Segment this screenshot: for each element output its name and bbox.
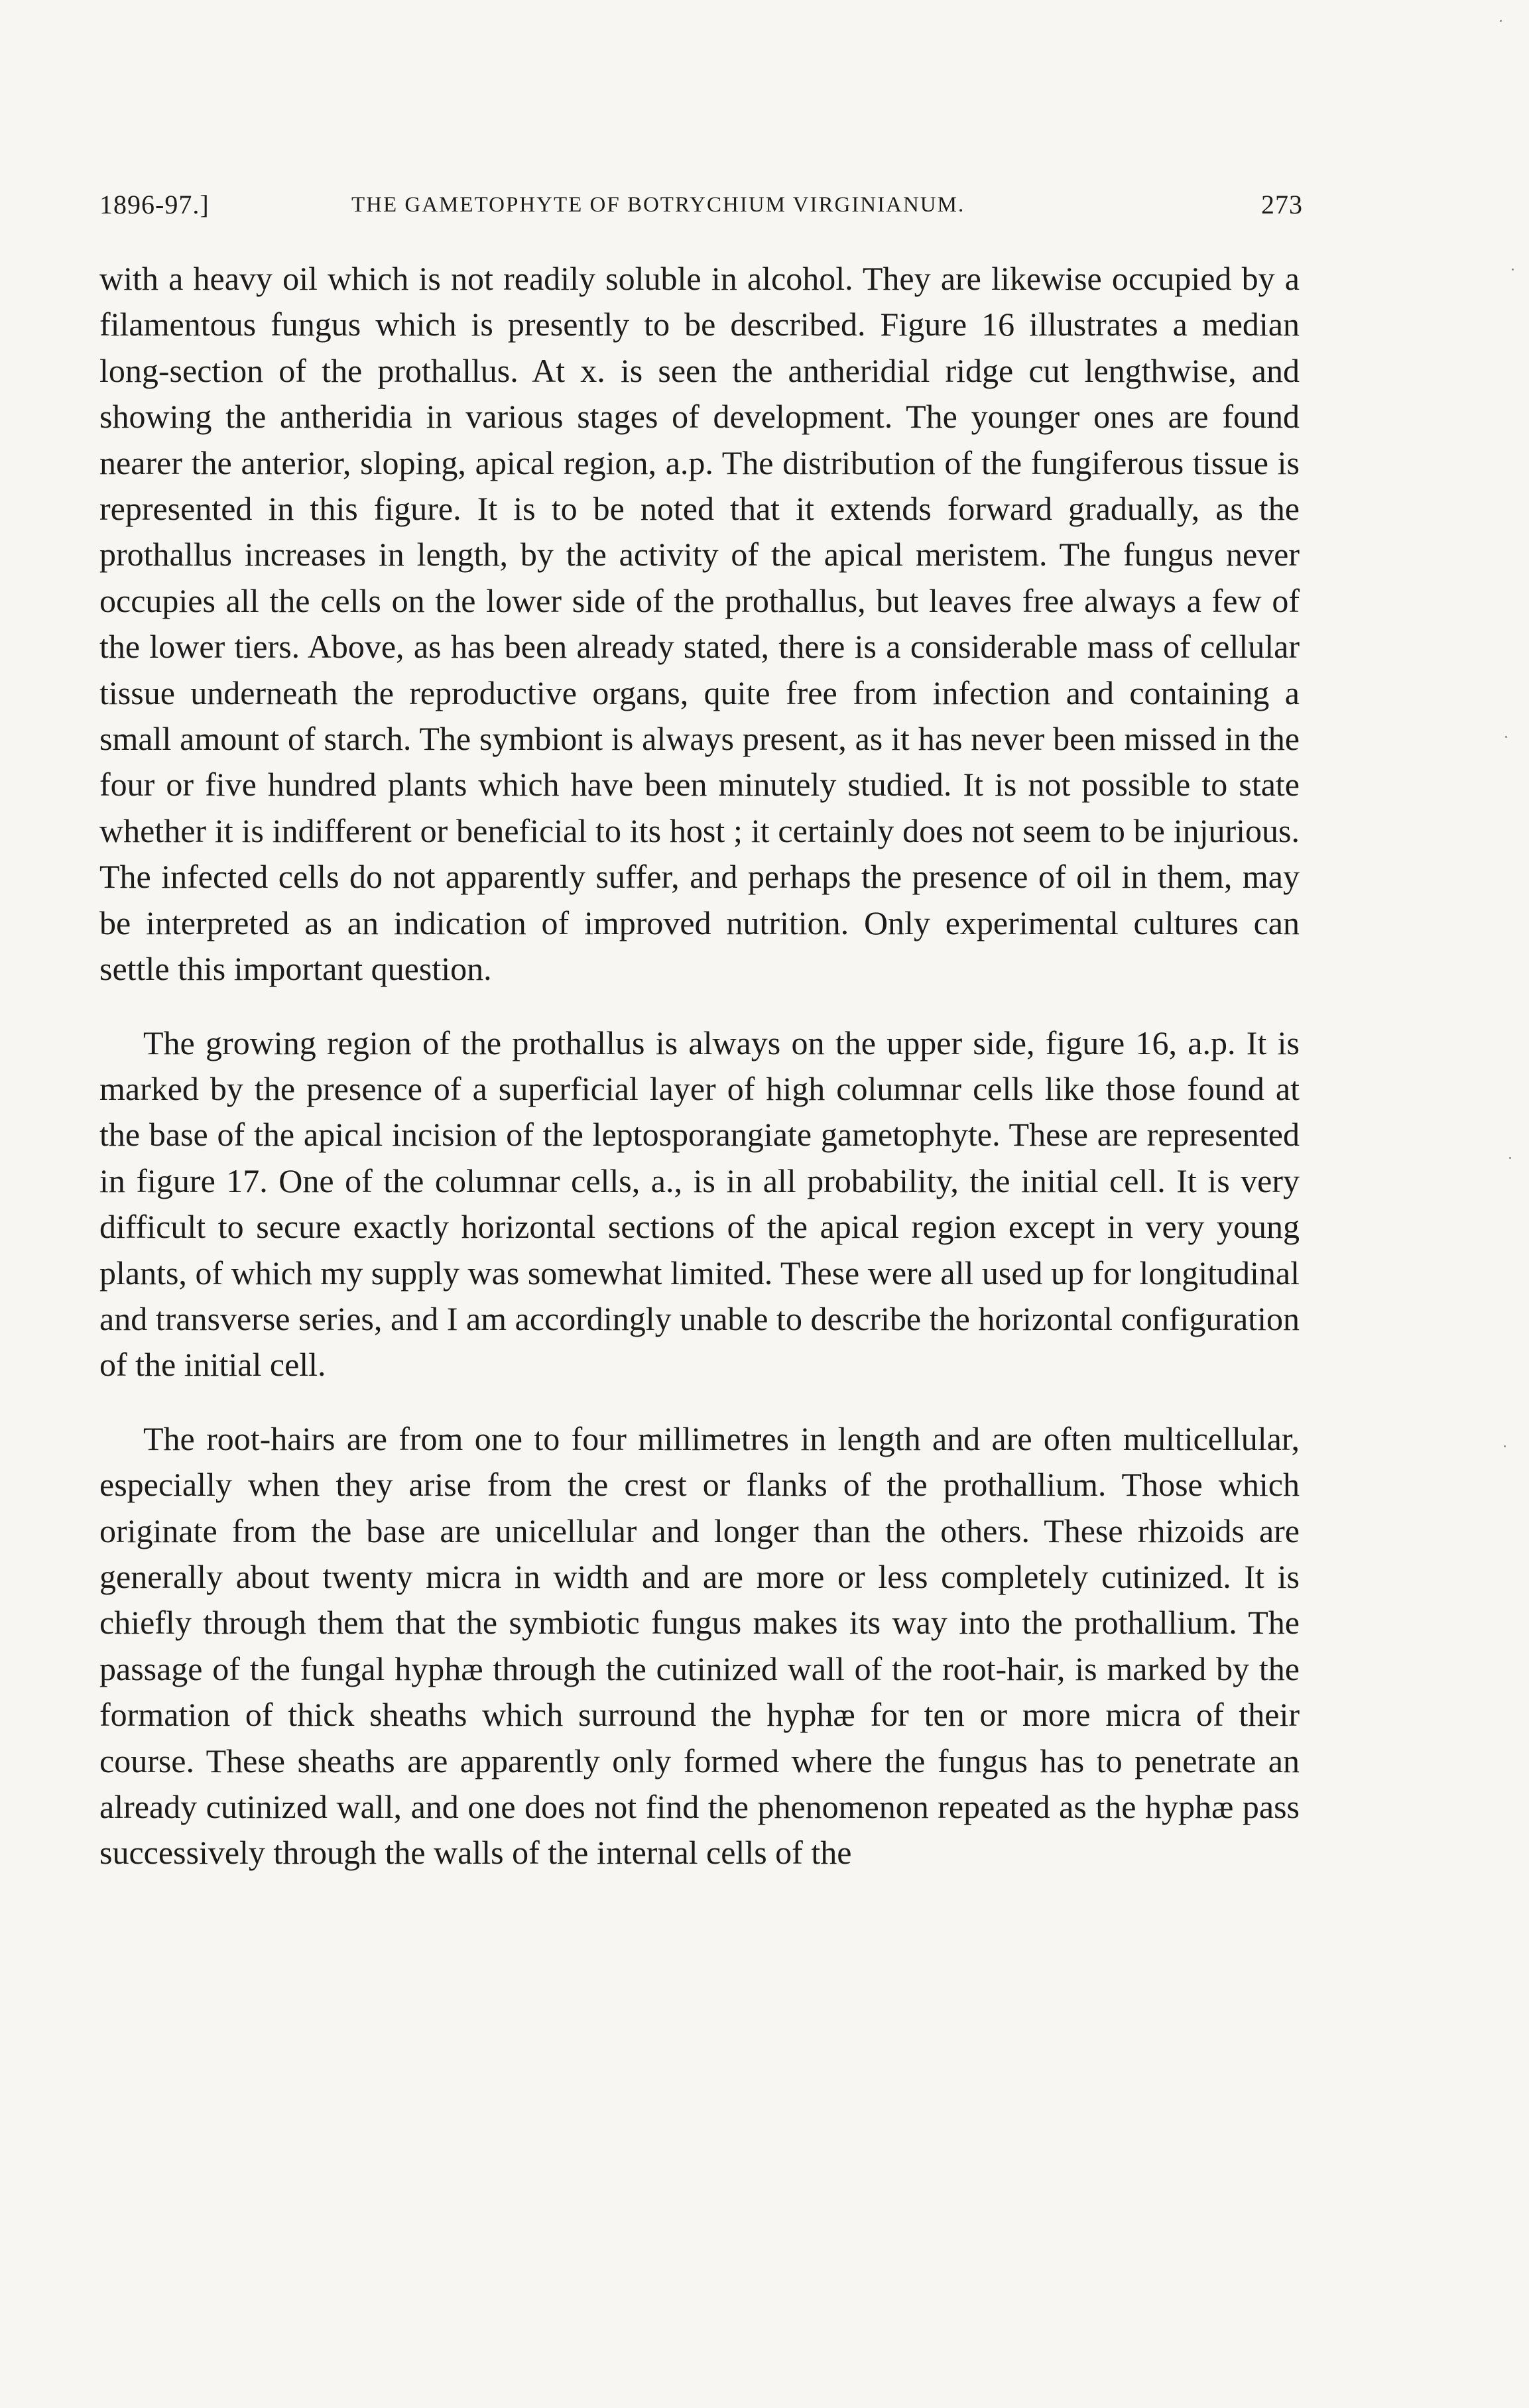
paragraph-2: The growing region of the prothallus is always on the upper side, figure 16, a.p. It is marked by the presence of a superficial layer of high columnar cells like those found at the base of the apical incision of the leptosporangiate gametophyte. These are represented in figure 17. One of the columnar cells, a., is in all probability, the initial cell. It is very difficult to secure exactly horizontal sections of the apical region except in very young plants, of which my supply was somewhat limited. These were all used up for longitudinal and transverse series, and I am accordingly unable to describe the horizontal configuration of the initial cell. — [99, 1024, 1300, 1384]
scan-speck — [1509, 1157, 1511, 1159]
paragraph-3: The root-hairs are from one to four millimetres in length and are often multicellular, especially when they arise from the crest or flanks of the prothallium. Those which originate from the base are unicellular and longer than the others. These rhizoids are generally about twenty micra in width and are more or less completely cutinized. It is chiefly through them that the symbiotic fungus makes its way into the prothallium. The passage of the fungal hyphæ through the cutinized wall of the root-hair, is marked by the formation of thick sheaths which surround the hyphæ for ten or more micra of their course. These sheaths are apparently only formed where the fungus has to penetrate an already cutinized wall, and one does not find the phenomenon repeated as the hyphæ pass successively through the walls of the internal cells of the — [99, 1419, 1300, 1872]
scan-speck — [1505, 736, 1507, 738]
scan-speck — [1504, 1445, 1506, 1447]
scan-speck — [1512, 269, 1514, 271]
page-number: 273 — [1261, 190, 1303, 219]
body-text — [99, 256, 1300, 1876]
scan-speck — [1500, 20, 1502, 22]
header-title: THE GAMETOPHYTE OF BOTRYCHIUM VIRGINIANUM. — [351, 193, 965, 217]
paragraph-1: with a heavy oil which is not readily soluble in alcohol. They are likewise occupied by a filamentous fungus which is presently to be described. Figure 16 illustrates a median long-section of the prothallus. At x. is seen the antheridial ridge cut lengthwise, and showing the antheridia in various stages of development. The younger ones are found nearer the anterior, sloping, apical region, a.p. The distribution of the fungiferous tissue is represented in this figure. It is to be noted that it extends forward gradually, as the prothallus increases in length, by the activity of the apical meristem. The fungus never occupies all the cells on the lower side of the prothallus, but leaves free always a few of the lower tiers. Above, as has been already stated, there is a considerable mass of cellular tissue underneath the reproductive organs, quite free from infection and containing a small amount of starch. The symbiont is always present, as it has never been missed in the four or five hundred plants which have been minutely studied. It is not possible to state whether it is indifferent or beneficial to its host ; it certainly does not seem to be injurious. The infected cells do not apparently suffer, and perhaps the presence of oil in them, may be interpreted as an indication of improved nutrition. Only experimental cultures can settle this important question. — [99, 260, 1300, 988]
running-header — [99, 189, 1303, 229]
header-volume-year: 1896-97.] — [99, 190, 210, 219]
